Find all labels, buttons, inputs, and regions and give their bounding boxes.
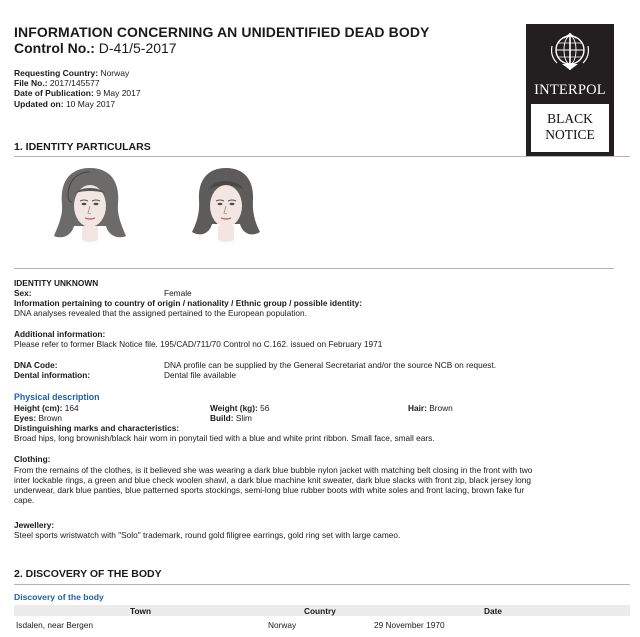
document-title: INFORMATION CONCERNING AN UNIDENTIFIED DEAD BODY [14, 24, 430, 40]
height-label: Height (cm): [14, 403, 63, 413]
updated-on-label: Updated on: [14, 98, 64, 109]
column-date: Date [484, 606, 502, 616]
hair-value: Brown [429, 403, 453, 413]
cell-date: 29 November 1970 [374, 620, 445, 630]
black-notice-line1: BLACK [547, 111, 593, 126]
updated-on: 10 May 2017 [65, 98, 116, 109]
clothing-text-line3: underwear, dark blue panties, blue patterned sports stockings, semi-long blue rubber boots with white soles and front lacing, brown fake fur [14, 485, 525, 495]
jewellery-label: Jewellery: [14, 520, 55, 530]
notice-metadata [14, 68, 141, 109]
column-country: Country [304, 606, 336, 616]
clothing-label: Clothing: [14, 454, 51, 464]
file-no-label: File No.: [14, 78, 48, 89]
identity-status: IDENTITY UNKNOWN [14, 278, 99, 288]
build-label: Build: [210, 413, 234, 423]
weight-row [210, 403, 269, 413]
requesting-country: Norway [100, 68, 130, 78]
dna-text: DNA profile can be supplied by the General Secretariat and/or the source NCB on request. [164, 360, 497, 370]
clothing-text-line4: cape. [14, 495, 35, 505]
eyes-label: Eyes: [14, 413, 37, 423]
interpol-black-notice-logo [526, 24, 614, 156]
discovery-table-header [14, 605, 630, 616]
build-value: Slim [235, 413, 252, 423]
additional-info-label: Additional information: [14, 329, 106, 339]
publication-date-label: Date of Publication: [14, 88, 94, 99]
section-divider [14, 156, 630, 157]
clothing-text-line1: From the remains of the clothes, is it believed she was wearing a dark blue bubble nylon jacket with matching belt closing in the front with two [14, 465, 533, 475]
interpol-wordmark: INTERPOL [534, 82, 606, 98]
column-town: Town [130, 606, 152, 616]
origin-label: Information pertaining to country of origin / nationality / Ethnic group / possible identity: [14, 298, 363, 308]
hair-label: Hair: [408, 403, 427, 413]
section-discovery-title: 2. DISCOVERY OF THE BODY [14, 568, 162, 580]
hair-row [408, 403, 453, 413]
height-value: 164 [64, 403, 79, 413]
cell-town: Isdalen, near Bergen [16, 620, 94, 630]
interpol-globe-icon [548, 30, 592, 74]
height-row [14, 403, 79, 413]
section-divider-2 [14, 584, 630, 585]
black-notice-label [531, 104, 609, 152]
control-number [14, 40, 177, 56]
control-number-label: Control No.: [14, 40, 95, 56]
cell-country: Norway [268, 620, 297, 630]
distinguishing-marks-text: Broad hips, long brownish/black hair worn in ponytail tied with a blue and white print ribbon. Small face, small ears. [14, 433, 435, 443]
publication-date: 9 May 2017 [96, 88, 141, 99]
weight-label: Weight (kg): [210, 403, 258, 413]
origin-text: DNA analyses revealed that the assigned pertained to the European population. [14, 308, 307, 318]
requesting-country-label: Requesting Country: [14, 68, 99, 78]
distinguishing-marks-label: Distinguishing marks and characteristics: [14, 423, 180, 433]
additional-info-text: Please refer to former Black Notice file. 195/CAD/711/70 Control no C.162. issued on February 1971 [14, 339, 383, 349]
photo-divider [14, 268, 614, 269]
section-identity-title: 1. IDENTITY PARTICULARS [14, 141, 151, 153]
facial-reconstruction-alternate-image [186, 160, 266, 256]
build-row [210, 413, 252, 423]
discovery-subheading: Discovery of the body [14, 592, 104, 602]
dental-text: Dental file available [164, 370, 236, 380]
facial-reconstruction-front-image [50, 160, 130, 256]
physical-description-heading: Physical description [14, 392, 100, 402]
sex-value: Female [164, 288, 192, 298]
sex-label: Sex: [14, 288, 32, 298]
file-no: 2017/145577 [49, 78, 100, 89]
control-number-value: D-41/5-2017 [98, 40, 177, 56]
dna-label: DNA Code: [14, 360, 58, 370]
jewellery-text: Steel sports wristwatch with "Solo" trademark, round gold filigree earrings, gold ring set with large cameo. [14, 530, 401, 540]
weight-value: 56 [260, 403, 270, 413]
table-row [14, 619, 630, 630]
clothing-text-line2: inter lockable rings, a green and blue check woolen shawl, a dark blue machine knit sweater, dark blue slacks with front zip, black jersey long [14, 475, 531, 485]
eyes-row [14, 413, 62, 423]
eyes-value: Brown [38, 413, 62, 423]
dental-label: Dental information: [14, 370, 91, 380]
black-notice-line2: NOTICE [545, 127, 595, 142]
